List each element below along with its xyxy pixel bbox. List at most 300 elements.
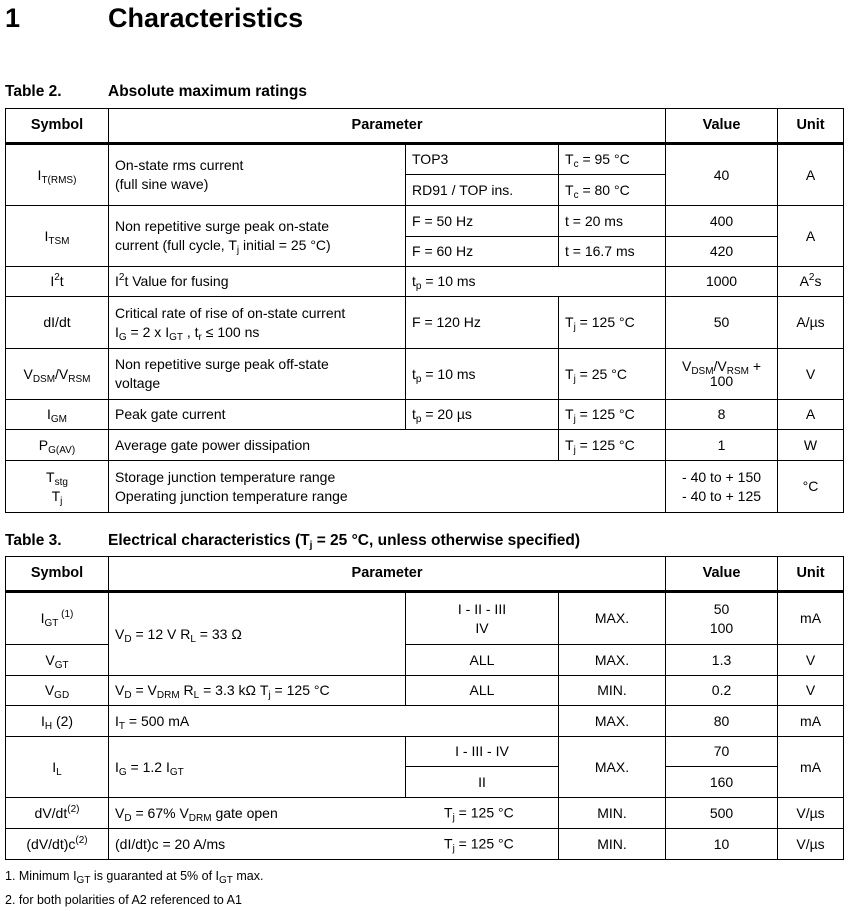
text-run: (2) bbox=[52, 712, 74, 729]
table-row bbox=[6, 297, 844, 349]
table2-label: Table 2. bbox=[5, 83, 62, 100]
header-unit: Unit bbox=[778, 109, 844, 144]
symbol-cell bbox=[6, 400, 109, 430]
table-row bbox=[6, 592, 844, 645]
condition-cell bbox=[406, 206, 559, 237]
quadrant-cell bbox=[406, 592, 559, 645]
subscript: GM bbox=[50, 414, 67, 425]
subscript: RSM bbox=[68, 373, 91, 385]
symbol-cell bbox=[6, 349, 109, 400]
min-max-cell bbox=[559, 645, 666, 676]
value-cell bbox=[666, 829, 778, 860]
condition-cell bbox=[559, 430, 666, 461]
subscript: p bbox=[415, 281, 422, 292]
symbol-cell bbox=[6, 737, 109, 798]
parameter-text bbox=[115, 804, 278, 824]
symbol-cell bbox=[6, 798, 109, 829]
table-row bbox=[6, 706, 844, 737]
header-unit: Unit bbox=[778, 557, 844, 592]
text-run: = 20 µs bbox=[421, 406, 472, 422]
condition-cell bbox=[406, 267, 666, 297]
symbol-cell bbox=[6, 706, 109, 737]
text-run: 70 bbox=[713, 743, 730, 759]
condition-cell bbox=[559, 144, 666, 175]
text-run: T bbox=[565, 181, 574, 198]
text-run: - 40 to + 150 - 40 to + 125 bbox=[682, 468, 762, 504]
text-run: ALL bbox=[469, 651, 495, 668]
subscript: j bbox=[573, 444, 576, 456]
unit-cell bbox=[778, 144, 844, 206]
text-run: = 125 °C bbox=[454, 835, 514, 852]
unit-cell bbox=[778, 349, 844, 400]
condition-cell bbox=[559, 297, 666, 349]
symbol-cell bbox=[6, 829, 109, 860]
text-run: = 10 ms bbox=[421, 365, 476, 382]
subscript: j bbox=[60, 495, 63, 507]
symbol-cell bbox=[6, 267, 109, 297]
text-run: = 125 °C bbox=[454, 804, 514, 821]
unit-cell bbox=[778, 400, 844, 430]
subscript: j bbox=[573, 414, 576, 425]
text-run: 500 bbox=[709, 804, 734, 821]
text-run: A/µs bbox=[796, 314, 825, 330]
text-run: MIN. bbox=[597, 835, 627, 852]
parameter-cell bbox=[109, 706, 559, 737]
text-run: = 10 ms bbox=[421, 273, 476, 289]
subscript: GT bbox=[169, 766, 184, 778]
text-run: V bbox=[44, 682, 55, 698]
text-run: t bbox=[412, 365, 416, 382]
section-title: Characteristics bbox=[108, 3, 304, 33]
min-max-cell bbox=[559, 706, 666, 737]
text-run: dV/dt bbox=[34, 804, 68, 821]
text-run: Non repetitive surge peak off-state voltage bbox=[115, 356, 329, 391]
value-cell bbox=[666, 592, 778, 645]
text-run: (dI/dt)c = 20 A/ms bbox=[115, 835, 226, 852]
text-run: /V bbox=[55, 365, 69, 382]
text-run: t = 16.7 ms bbox=[565, 243, 635, 259]
superscript: 2 bbox=[54, 272, 60, 283]
subscript: G bbox=[118, 766, 127, 778]
text-run: = 500 mA bbox=[125, 712, 190, 729]
subscript: D bbox=[124, 690, 132, 701]
text-run: is guaranted at 5% of I bbox=[90, 869, 219, 883]
value-cell bbox=[666, 144, 778, 206]
subscript: GT bbox=[219, 875, 233, 886]
subscript: T(RMS) bbox=[41, 174, 77, 186]
unit-cell bbox=[778, 592, 844, 645]
text-run: t = 20 ms bbox=[565, 212, 623, 229]
subscript: stg bbox=[54, 476, 68, 488]
text-run: T bbox=[565, 314, 574, 330]
text-run: 8 bbox=[717, 406, 726, 422]
unit-cell bbox=[778, 706, 844, 737]
text-run: I bbox=[115, 758, 119, 775]
text-run: t bbox=[59, 273, 64, 289]
text-run: = 125 °C bbox=[575, 314, 635, 330]
text-run: T bbox=[565, 436, 574, 453]
condition-cell bbox=[559, 349, 666, 400]
parameter-cell bbox=[109, 349, 406, 400]
text-run: 2. for both polarities of A2 referenced to A1 bbox=[5, 893, 242, 907]
text-run: Peak gate current bbox=[115, 406, 226, 422]
text-run: mA bbox=[800, 758, 822, 775]
text-run: = 2 x I bbox=[126, 323, 170, 340]
text-run: = 125 °C bbox=[270, 682, 330, 698]
text-run: A bbox=[799, 273, 809, 289]
subscript: H bbox=[44, 720, 53, 732]
text-run: I - II - III IV bbox=[457, 600, 507, 636]
superscript: (2) bbox=[75, 834, 88, 846]
text-run: Critical rate of rise of on-state current I bbox=[115, 304, 346, 340]
text-run: F = 120 Hz bbox=[412, 314, 481, 330]
text-run: A bbox=[805, 406, 816, 422]
text-run: t bbox=[412, 273, 416, 289]
unit-cell bbox=[778, 676, 844, 706]
superscript: 2 bbox=[118, 272, 125, 283]
text-run: 80 bbox=[713, 712, 730, 729]
value-cell bbox=[666, 297, 778, 349]
unit-cell bbox=[778, 798, 844, 829]
subscript: GT bbox=[169, 331, 183, 343]
text-run: max. bbox=[232, 869, 264, 883]
parameter-cell bbox=[109, 267, 406, 297]
header-symbol: Symbol bbox=[6, 557, 109, 592]
text-run: mA bbox=[800, 712, 822, 729]
text-run: Non repetitive surge peak on-state current (full cycle, T bbox=[115, 218, 330, 253]
subscript: L bbox=[193, 690, 200, 701]
text-run: MAX. bbox=[594, 712, 630, 729]
min-max-cell bbox=[559, 798, 666, 829]
parameter-cell bbox=[109, 737, 406, 798]
text-run: Storage junction temperature range Operating junction temperature range bbox=[115, 468, 348, 504]
table-row bbox=[6, 676, 844, 706]
subscript: j bbox=[309, 540, 313, 551]
unit-cell bbox=[778, 206, 844, 267]
text-run: 400 bbox=[709, 212, 734, 229]
condition-cell bbox=[559, 400, 666, 430]
subscript: j bbox=[268, 690, 271, 701]
subscript: j bbox=[236, 245, 240, 256]
quadrant-cell bbox=[406, 737, 559, 767]
text-run: , t bbox=[182, 323, 199, 340]
text-run: MIN. bbox=[597, 682, 627, 698]
header-symbol: Symbol bbox=[6, 109, 109, 144]
subscript: c bbox=[573, 159, 579, 170]
text-run: V bbox=[805, 365, 816, 382]
subscript: DSM bbox=[691, 366, 714, 377]
text-run: °C bbox=[802, 478, 819, 494]
text-run: I bbox=[47, 406, 51, 422]
condition-text bbox=[444, 835, 514, 854]
unit-cell bbox=[778, 829, 844, 860]
subscript: j bbox=[452, 812, 455, 824]
text-run: t Value for fusing bbox=[124, 273, 229, 289]
text-run: 40 bbox=[713, 166, 730, 183]
text-run: 1.3 bbox=[711, 651, 732, 668]
subscript: DSM bbox=[32, 373, 56, 385]
header-parameter: Parameter bbox=[109, 557, 666, 592]
text-run: A bbox=[805, 166, 816, 183]
text-run: W bbox=[803, 436, 818, 453]
text-run: MAX. bbox=[594, 610, 630, 626]
text-run: = 125 °C bbox=[575, 436, 635, 453]
text-run: RD91 / TOP ins. bbox=[412, 181, 514, 198]
text-run: (dV/dt)c bbox=[26, 835, 76, 852]
value-cell bbox=[666, 676, 778, 706]
subscript: L bbox=[190, 633, 196, 645]
text-run: = V bbox=[131, 682, 157, 698]
text-run: R bbox=[179, 682, 194, 698]
parameter-cell bbox=[109, 400, 406, 430]
text-run: I bbox=[52, 758, 57, 775]
text-run: = 25 °C, unless otherwise specified) bbox=[312, 532, 581, 549]
text-run: I bbox=[37, 166, 42, 183]
subscript: j bbox=[573, 322, 576, 333]
superscript: 2 bbox=[808, 272, 815, 283]
text-run: V/µs bbox=[796, 804, 825, 821]
parameter-text bbox=[115, 836, 225, 852]
text-run: ≤ 100 ns bbox=[201, 323, 260, 340]
text-run: I - III - IV bbox=[455, 743, 509, 759]
text-run: = 3.3 kΩ T bbox=[199, 682, 269, 698]
text-run: Electrical characteristics (T bbox=[108, 532, 310, 549]
footnote-1 bbox=[5, 869, 264, 886]
text-run: T bbox=[444, 835, 453, 852]
text-run: 1000 bbox=[705, 273, 738, 289]
table-row bbox=[6, 400, 844, 430]
text-run: T bbox=[51, 487, 61, 504]
text-run: On-state rms current (full sine wave) bbox=[115, 157, 244, 192]
text-run: 420 bbox=[709, 243, 734, 259]
text-run: mA bbox=[800, 610, 822, 626]
subscript: RSM bbox=[726, 366, 750, 377]
text-run: T bbox=[444, 804, 453, 821]
text-run: T bbox=[565, 151, 574, 167]
subscript: T bbox=[118, 720, 125, 732]
table-row bbox=[6, 349, 844, 400]
symbol-cell bbox=[6, 592, 109, 645]
text-run: II bbox=[478, 773, 486, 790]
subscript: D bbox=[124, 633, 132, 645]
value-cell bbox=[666, 737, 778, 767]
symbol-cell bbox=[6, 645, 109, 676]
text-run: I bbox=[115, 712, 119, 729]
table3-title bbox=[108, 532, 580, 550]
text-run: MAX. bbox=[594, 651, 630, 668]
quadrant-cell bbox=[406, 767, 559, 798]
subscript: D bbox=[124, 812, 132, 824]
header-parameter: Parameter bbox=[109, 109, 666, 144]
text-run: 50 bbox=[713, 314, 730, 330]
parameter-cell bbox=[109, 461, 666, 513]
section-number: 1 bbox=[5, 3, 21, 33]
unit-cell bbox=[778, 267, 844, 297]
text-run: MIN. bbox=[597, 804, 627, 821]
table2-title: Absolute maximum ratings bbox=[108, 83, 307, 100]
text-run: = 33 Ω bbox=[195, 625, 242, 642]
superscript: (1) bbox=[58, 609, 74, 620]
subscript: p bbox=[415, 373, 422, 385]
value-cell bbox=[666, 461, 778, 513]
subscript: j bbox=[573, 373, 576, 385]
value-cell bbox=[666, 798, 778, 829]
superscript: (2) bbox=[67, 803, 80, 815]
text-run: F = 60 Hz bbox=[412, 243, 474, 259]
text-run: I bbox=[40, 610, 45, 626]
subscript: r bbox=[198, 331, 202, 343]
text-run: initial = 25 °C) bbox=[239, 237, 331, 253]
text-run: T bbox=[46, 468, 55, 485]
text-run: TOP3 bbox=[412, 151, 449, 167]
condition-cell bbox=[559, 206, 666, 237]
symbol-cell bbox=[6, 144, 109, 206]
text-run: P bbox=[38, 436, 49, 453]
table-row bbox=[6, 144, 844, 175]
text-run: = 12 V R bbox=[131, 625, 191, 642]
table-row bbox=[6, 206, 844, 237]
text-run: V bbox=[115, 682, 125, 698]
text-run: t bbox=[412, 406, 416, 422]
subscript: L bbox=[56, 766, 62, 778]
subscript: p bbox=[415, 414, 422, 425]
text-run: V bbox=[23, 365, 33, 382]
condition-cell bbox=[406, 297, 559, 349]
value-cell bbox=[666, 237, 778, 267]
min-max-cell bbox=[559, 592, 666, 645]
condition-cell bbox=[559, 237, 666, 267]
condition-text bbox=[444, 804, 514, 823]
text-run: A bbox=[805, 227, 816, 244]
parameter-cell bbox=[109, 144, 406, 206]
subscript: DRM bbox=[188, 812, 212, 824]
text-run: /V bbox=[713, 358, 727, 374]
text-run: gate open bbox=[211, 804, 278, 821]
electrical-characteristics-table bbox=[5, 556, 844, 860]
text-run: MAX. bbox=[594, 758, 630, 775]
text-run: = 1.2 I bbox=[126, 758, 170, 775]
text-run: = 25 °C bbox=[575, 365, 627, 382]
text-run: F = 50 Hz bbox=[412, 212, 474, 229]
condition-cell bbox=[559, 175, 666, 206]
unit-cell bbox=[778, 461, 844, 513]
text-run: V bbox=[115, 625, 125, 642]
subscript: DRM bbox=[156, 690, 180, 701]
symbol-cell bbox=[6, 461, 109, 513]
subscript: G bbox=[118, 331, 127, 343]
text-run: 1 bbox=[717, 436, 726, 453]
value-cell bbox=[666, 349, 778, 400]
value-cell bbox=[666, 645, 778, 676]
text-run: 1. Minimum I bbox=[5, 869, 77, 883]
value-cell bbox=[666, 206, 778, 237]
text-run: = 80 °C bbox=[578, 181, 630, 198]
text-run: V bbox=[681, 358, 692, 374]
parameter-cell bbox=[109, 430, 559, 461]
parameter-cell bbox=[109, 592, 406, 676]
text-run: dI/dt bbox=[43, 314, 71, 330]
subscript: GT bbox=[44, 618, 59, 629]
subscript: G(AV) bbox=[48, 444, 76, 456]
subscript: c bbox=[573, 189, 579, 201]
symbol-cell bbox=[6, 206, 109, 267]
symbol-cell bbox=[6, 430, 109, 461]
min-max-cell bbox=[559, 737, 666, 798]
text-run: T bbox=[565, 365, 574, 382]
parameter-cell bbox=[109, 829, 559, 860]
value-cell bbox=[666, 706, 778, 737]
value-cell bbox=[666, 267, 778, 297]
text-run: V bbox=[45, 651, 55, 668]
text-run: + 100 bbox=[709, 358, 762, 389]
table3-label: Table 3. bbox=[5, 532, 62, 549]
subscript: j bbox=[452, 843, 455, 855]
footnote-2 bbox=[5, 893, 242, 907]
parameter-cell bbox=[109, 798, 559, 829]
header-value: Value bbox=[666, 109, 778, 144]
header-value: Value bbox=[666, 557, 778, 592]
value-cell bbox=[666, 430, 778, 461]
unit-cell bbox=[778, 645, 844, 676]
text-run: V bbox=[115, 804, 125, 821]
text-run: 10 bbox=[713, 835, 730, 852]
text-run: I bbox=[115, 273, 119, 289]
condition-cell bbox=[406, 349, 559, 400]
condition-cell bbox=[406, 237, 559, 267]
value-cell bbox=[666, 767, 778, 798]
condition-cell bbox=[406, 175, 559, 206]
text-run: 0.2 bbox=[711, 682, 732, 698]
quadrant-cell bbox=[406, 645, 559, 676]
unit-cell bbox=[778, 297, 844, 349]
text-run: = 125 °C bbox=[575, 406, 635, 422]
text-run: T bbox=[565, 406, 574, 422]
parameter-cell bbox=[109, 297, 406, 349]
text-run: V bbox=[805, 651, 816, 668]
absolute-maximum-ratings-table bbox=[5, 108, 844, 513]
subscript: GD bbox=[54, 690, 70, 701]
symbol-cell bbox=[6, 297, 109, 349]
text-run: V/µs bbox=[796, 835, 825, 852]
table-row bbox=[6, 430, 844, 461]
text-run: ALL bbox=[469, 682, 495, 698]
parameter-cell bbox=[109, 676, 406, 706]
table-row bbox=[6, 798, 844, 829]
quadrant-cell bbox=[406, 676, 559, 706]
text-run: s bbox=[814, 273, 822, 289]
symbol-cell bbox=[6, 676, 109, 706]
text-run: I bbox=[44, 227, 49, 244]
subscript: TSM bbox=[48, 235, 70, 247]
text-run: V bbox=[805, 682, 816, 698]
text-run: I bbox=[40, 712, 45, 729]
unit-cell bbox=[778, 737, 844, 798]
text-run: Average gate power dissipation bbox=[115, 436, 311, 453]
text-run: 160 bbox=[709, 773, 734, 790]
text-run: 50 100 bbox=[709, 600, 734, 636]
min-max-cell bbox=[559, 829, 666, 860]
min-max-cell bbox=[559, 676, 666, 706]
subscript: GT bbox=[54, 659, 69, 671]
table-row bbox=[6, 737, 844, 767]
subscript: GT bbox=[76, 875, 91, 886]
value-cell bbox=[666, 400, 778, 430]
condition-cell bbox=[406, 144, 559, 175]
parameter-cell bbox=[109, 206, 406, 267]
table-row bbox=[6, 461, 844, 513]
condition-cell bbox=[406, 400, 559, 430]
unit-cell bbox=[778, 430, 844, 461]
